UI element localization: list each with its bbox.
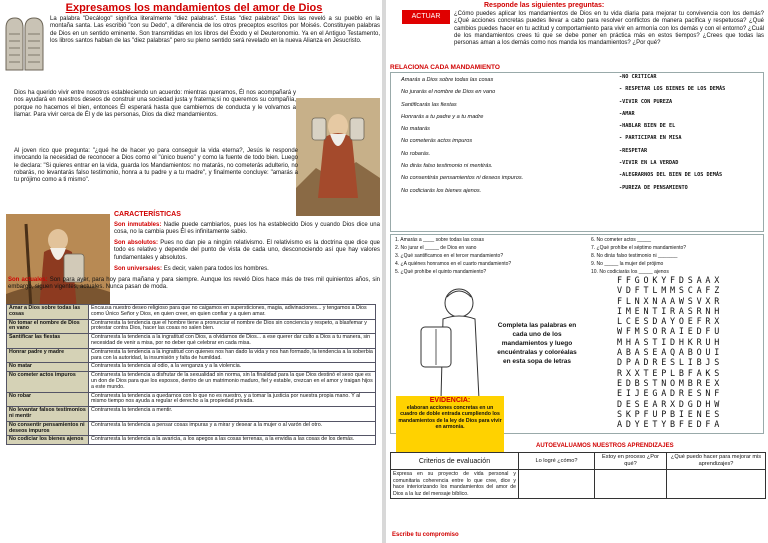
commandment-name: No levantar falsos testimonios ni mentir: [7, 407, 89, 422]
word-search-grid: [617, 275, 723, 429]
grid-row: VDFTLMMSCAFZ: [617, 285, 724, 296]
relaciona-heading: RELACIONA CADA MANDAMIENTO: [390, 64, 500, 71]
actuales-label: Son actuales:: [8, 277, 48, 283]
grid-row: LCESDAYOEFRX: [617, 316, 724, 327]
table-row: [7, 421, 376, 436]
match-right-item: -AMAR: [619, 110, 635, 117]
grid-row: DESEARXDGDHW: [617, 398, 724, 409]
grid-row: FFGOKYFDSAAX: [617, 275, 724, 285]
evidence-text: elaboran acciones concretas en un cuadro de doble entrada cumpliendo los mandamientos de la ley de Dios para vivir en armonía.: [398, 405, 502, 430]
grid-row: RXXTEPLBFAKS: [617, 367, 724, 378]
commandment-desc: Contrarresta la tendencia al odio, a la venganza y a la violencia.: [89, 363, 376, 372]
intro-paragraph-1: La palabra "Decálogo" significa literalmente "diez palabras". Estas "diez palabras" Dios las reveló a su pueblo en la montaña santa. Las escribió "con su Dedo", a diferencia de los otros preceptos escritos por Moisés. Constituyen palabras de Dios en un sentido eminente. Son transmitidas en los libros del Éxodo y el Deuteronomio. Ya en el Antiguo Testamento, los libros santos hablan de las "diez palabras" pero su pleno sentido será revelado en la nueva Alianza en Jesucristo.: [50, 16, 380, 44]
actuales-text: Son para ayer, para hoy para mañana y para siempre. Aunque los reveló Dios hace más de tres mil quinientos años, sin embargo, siguen vigentes, actuales. Nunca pasan de moda.: [8, 277, 381, 291]
universales-text: Es decir, valen para todos los hombres.: [162, 266, 269, 272]
match-left-item: No codiciarás los bienes ajenos.: [401, 187, 482, 194]
grid-row: DPADRESLIBJS: [617, 357, 724, 368]
match-left-item: Honrarás a tu padre y a tu madre: [401, 113, 484, 120]
page-title: Expresamos los mandamientos del amor de Dios: [65, 2, 323, 14]
commandment-name: No matar: [7, 363, 89, 372]
fill-question: 8. No dirás falso testimonio ni _______: [591, 253, 678, 259]
characteristic-actuales: [8, 277, 380, 292]
table-header-row: [391, 453, 766, 470]
inmutables-label: Son inmutables:: [114, 222, 162, 228]
characteristic-absolutos: [114, 240, 380, 262]
achieved-cell[interactable]: [519, 470, 595, 499]
match-right-column: [619, 75, 759, 198]
commandment-name: Honrar padre y madre: [7, 348, 89, 363]
fill-question: 6. No cometer actos _____: [591, 237, 652, 243]
word-search-caption: Completa las palabras en cada uno de los mandamientos y luego encuéntralas y coloréalas en esta sopa de letras: [497, 322, 577, 365]
absolutos-text: Pues no dan pie a ningún relativismo. El relativismo es la doctrina que dice que todo es relativo y depende del punto de vista de cada uno, desconociendo así que hay valores fundamentales y absolutos.: [114, 240, 380, 261]
commandment-desc: Contrarresta la tendencia a mentir.: [89, 407, 376, 422]
commandment-desc: Encausa nuestro deseo religioso para que no caigamos en supersticiones, magia, adivinaciones... y tengamos a Dios como Único Señor y Dios, en quien creer, en quien confiar y a quien amar.: [89, 305, 376, 320]
table-row: [7, 436, 376, 445]
improve-cell[interactable]: [667, 470, 766, 499]
table-row: [391, 470, 766, 499]
absolutos-label: Son absolutos:: [114, 240, 158, 246]
commitment-label: Escribe tu compromiso: [392, 532, 459, 538]
fill-question: 9. No _____ la mujer del prójimo: [591, 261, 664, 267]
grid-row: EIJEGADRESNF: [617, 388, 724, 399]
commandment-name: No consentir pensamientos ni deseos impuros: [7, 421, 89, 436]
column-header: Estoy en proceso ¿Por qué?: [595, 453, 667, 470]
commandment-desc: Contrarresta la tendencia a disfrutar de la sexualidad sin norma, sin la finalidad para la que Dios destinó el sexo que es un don de Dios para que los esposos, dentro de un matrimonio maduro, fiel y estable, crezcan en el amor y traigan hijos a este mundo.: [89, 372, 376, 392]
grid-row: WFMSORAIEDFU: [617, 326, 724, 337]
match-left-column: [401, 77, 601, 200]
grid-row: EDBSTNOMBREX: [617, 377, 724, 388]
grid-row: MHASTIDHKRUH: [617, 336, 724, 347]
match-right-item: - RESPETAR LOS BIENES DE LOS DEMÁS: [619, 86, 726, 93]
table-row: [7, 363, 376, 372]
commandment-name: No cometer actos impuros: [7, 372, 89, 392]
questions-title: Responde las siguientes preguntas:: [484, 2, 605, 9]
characteristics-heading: CARACTERÍSTICAS: [114, 211, 181, 218]
intro-paragraph-3: Al joven rico que pregunta: "¿qué he de hacer yo para conseguir la vida eterna?, Jesús le responde invocando la necesidad de reconocer a Dios como el "único bueno" y como la fuente de todo bien. Luego le declara: "Si quieres entrar en la vida, guarda los Mandamientos: no matarás, no cometerás adulterio, no robarás, no levantarás falso testimonio, honra a tu padre y a tu madre", y finalmente concluye: "amarás a tu prójimo como a ti mismo".: [14, 148, 298, 184]
self-assessment-title: AUTOEVALUAMOS NUESTROS APRENDIZAJES: [536, 443, 674, 449]
commandment-desc: Contrarresta la tendencia a la ingratitud con Dios, a olvidarnos de Dios... a ese querer dar culto a Dios a tu manera, sin necesidad de venir a misa, por no deber qué celebrar en cada misa.: [89, 334, 376, 349]
left-page: [0, 0, 382, 543]
commandments-table: [6, 304, 376, 445]
commandment-name: No tomar el nombre de Dios en vano: [7, 319, 89, 334]
column-header: Criterios de evaluación: [391, 453, 519, 470]
self-assessment-table: [390, 452, 766, 499]
criterion-cell: Expresa en su proyecto de vida personal y comunitaria coherencia entre lo que cree, dice y hace interiorizando los mandamientos del amor de Dios a la luz del mensaje bíblico.: [391, 470, 519, 499]
grid-row: FLNXNAAWSVXR: [617, 295, 724, 306]
moses-image: [296, 98, 380, 216]
commandment-name: Santificar las fiestas: [7, 334, 89, 349]
match-right-item: -VIVIR CON PUREZA: [619, 98, 673, 105]
match-right-item: - PARTICIPAR EN MISA: [619, 135, 682, 142]
matching-exercise: [390, 72, 764, 232]
fill-question: 2. No jurar el _____ de Dios en vano: [395, 245, 477, 251]
commandment-desc: Contrarresta la tendencia a pensar cosas impuras y a mirar y desear a la mujer o al varón del otro.: [89, 421, 376, 436]
inmutables-text: Nadie puede cambiarlos, pues los ha establecido Dios y cuando Dios dice una cosa, no la cambia pues Él es infinitamente sabio.: [114, 222, 380, 236]
right-page: [386, 0, 768, 543]
table-row: [7, 319, 376, 334]
commandment-name: No codiciar los bienes ajenos: [7, 436, 89, 445]
match-left-item: Amarás a Dios sobre todas las cosas: [401, 77, 494, 83]
grid-row: IMENTIRASRNH: [617, 305, 724, 316]
grid-row: ABASEAQABOUI: [617, 347, 724, 358]
reflection-questions: ¿Cómo puedes aplicar los mandamientos de Dios en tu vida diaria para mejorar tu convivencia con los demás? ¿Qué acciones concretas puedes llevar a cabo para resolver conflictos de manera pacífica y respetuosa? ¿Qué cambios puedes hacer en tu actitud y comportamiento para vivir en armonía con los demás y con el entorno? ¿Cuál de los mandamientos crees tú que se debe poner en práctica más en estos tiempos? ¿Crees que todas las personas aman a los demás como nos manda los mandamientos? ¿Por qué?: [454, 11, 764, 47]
match-right-item: -ALEGRARNOS DEL BIEN DE LOS DEMÁS: [619, 172, 723, 179]
table-row: [7, 407, 376, 422]
commandment-name: Amar a Dios sobre todas las cosas: [7, 305, 89, 320]
match-right-item: -RESPETAR: [619, 147, 648, 154]
characteristic-universales: [114, 266, 380, 273]
column-header: Lo logré ¿cómo?: [519, 453, 595, 470]
fill-question: 4. ¿A quiénes honramos en el cuarto mandamiento?: [395, 261, 512, 267]
table-row: [7, 334, 376, 349]
match-left-item: No robarás.: [401, 150, 431, 157]
commandment-desc: Contrarresta la tendencia a la ingratitud con quienes nos han dado la vida y nos han formado, la tendencia a la soberbia para con la autoridad, la insumisión y falta de humildad.: [89, 348, 376, 363]
match-right-item: -NO CRITICAR: [619, 74, 657, 80]
fill-question: 7. ¿Qué prohíbe el séptimo mandamiento?: [591, 245, 687, 251]
intro-paragraph-2: Dios ha querido vivir entre nosotros estableciendo un acuerdo: mientras queramos, Él nos acompañará y nos ayudará en nuestros deseos de construir una sociedad justa y fraterna;si no queremos su compañía, porque no hacemos el bien, entonces Él esperará hasta que cambiemos de conducta y le volvamos a llamar. Para vivir cerca de Él y de las personas, Dios da diez mandamientos.: [14, 90, 296, 118]
table-row: [7, 372, 376, 392]
grid-row: ADYETYBFEDFA: [617, 419, 724, 430]
universales-label: Son universales:: [114, 266, 163, 272]
fill-question: 3. ¿Qué santificamos en el tercer mandamiento?: [395, 253, 504, 259]
match-left-item: No jurarás el nombre de Dios en vano: [401, 89, 496, 96]
match-left-item: No cometerás actos impuros: [401, 138, 473, 145]
table-row: [7, 348, 376, 363]
match-left-item: Santificarás las fiestas: [401, 101, 457, 108]
in-progress-cell[interactable]: [595, 470, 667, 499]
evidence-box: [396, 396, 504, 452]
match-right-item: -PUREZA DE PENSAMIENTO: [619, 184, 688, 191]
table-row: [7, 305, 376, 320]
commandment-desc: Contrarresta la tendencia que el hombre tiene a pronunciar el nombre de Dios sin conciencia y respeto, a blasfemar y protestar contra Dios, hacer las cosas no salen bien.: [89, 319, 376, 334]
fill-question: 5. ¿Qué prohíbe el quinto mandamiento?: [395, 269, 487, 275]
match-left-item: No dirás falso testimonio ni mentirás.: [401, 163, 493, 170]
match-right-item: -VIVIR EN LA VERDAD: [619, 160, 679, 167]
characteristic-inmutables: [114, 222, 380, 237]
table-row: [7, 392, 376, 407]
column-header: ¿Qué puedo hacer para mejorar mis aprendizajes?: [667, 453, 766, 470]
actuar-button[interactable]: ACTUAR: [402, 10, 450, 24]
commandment-name: No robar: [7, 392, 89, 407]
fill-question: 1. Amarás a ____ sobre todas las cosas: [395, 237, 484, 243]
match-left-item: No matarás: [401, 126, 430, 133]
match-left-item: No consentirás pensamientos ni deseos impuros.: [401, 175, 524, 182]
commandment-desc: Contrarresta la tendencia a la avaricia, a los apegos a las cosas terrenas, a la envidia a las cosas de los demás.: [89, 436, 376, 445]
evidence-title: EVIDENCIA:: [429, 397, 471, 404]
fill-question: 10. No codiciarás los _____ ajenos: [591, 269, 669, 275]
commandment-desc: Contrarresta la tendencia a quedarnos con lo que no es nuestro, y a tomar la justicia por nuestra propia mano. Y al mismo tiempo nos ayuda a regular el derecho a la propiedad privada.: [89, 392, 376, 407]
grid-row: SKPFUPBIENES: [617, 408, 724, 419]
ten-commandments-tablets-image: [4, 14, 46, 72]
match-right-item: -HABLAR BIEN DE EL: [619, 123, 676, 130]
